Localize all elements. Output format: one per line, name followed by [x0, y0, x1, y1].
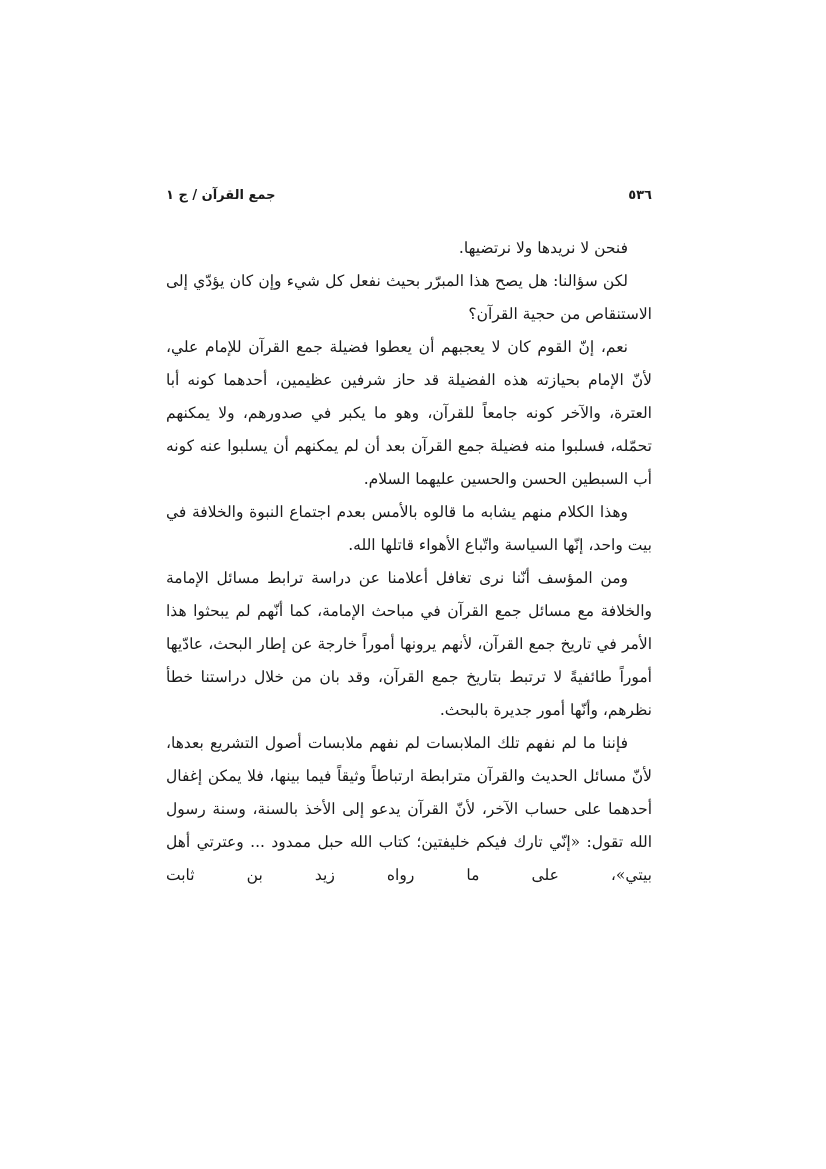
paragraph-2: لكن سؤالنا: هل يصح هذا المبرّر بحيث نفعل كل شيء وإن كان يؤدّي إلى الاستنقاص من حجية القرآن؟ — [166, 272, 652, 323]
paragraph-6: فإننا ما لم نفهم تلك الملابسات لم نفهم ملابسات أصول التشريع بعدها، لأنّ مسائل الحديث والقرآن مترابطة ارتباطاً وثيقاً فيما بينها، فلا يمكن إغفال أحدهما على حساب الآخر، لأنّ القرآن يدعو إلى الأخذ بالسنة، وسنة رسول الله تقول: «إنّي تارك فيكم خليفتين؛ كتاب الله حبل ممدود ... وعترتي أهل بيتي»، على ما رواه زيد بن ثابت — [166, 734, 652, 884]
paragraph-4: وهذا الكلام منهم يشابه ما قالوه بالأمس بعدم اجتماع النبوة والخلافة في بيت واحد، إنّها السياسة واتّباع الأهواء قاتلها الله. — [166, 503, 652, 554]
running-title: جمع القرآن / ج ١ — [166, 188, 276, 203]
paragraph-5: ومن المؤسف أنّنا نرى تغافل أعلامنا عن دراسة ترابط مسائل الإمامة والخلافة مع مسائل جمع القرآن في مباحث الإمامة، كما أنّهم لم يبحثوا هذا الأمر في تاريخ جمع القرآن، لأنهم يرونها أموراً خارجة عن إطار البحث، عادّيها أموراً طائفيةً لا ترتبط بتاريخ جمع القرآن، وقد بان من خلال دراستنا خطأ نظرهم، وأنّها أمور جديرة بالبحث. — [166, 569, 652, 719]
page-body — [166, 232, 652, 892]
paragraph-3: نعم، إنّ القوم كان لا يعجبهم أن يعطوا فضيلة جمع القرآن للإمام علي، لأنّ الإمام بحيازته هذه الفضيلة قد حاز شرفين عظيمين، أحدهما كونه أبا العترة، والآخر كونه جامعاً للقرآن، وهو ما يكبر في صدورهم، ولا يمكنهم تحمّله، فسلبوا منه فضيلة جمع القرآن بعد أن لم يمكنهم أن يسلبوا عنه كونه أب السبطين الحسن والحسين عليهما السلام. — [166, 338, 652, 488]
page-number: ٥٣٦ — [628, 188, 652, 203]
paragraph-1: فنحن لا نريدها ولا نرتضيها. — [458, 239, 628, 257]
page-header — [166, 188, 652, 214]
